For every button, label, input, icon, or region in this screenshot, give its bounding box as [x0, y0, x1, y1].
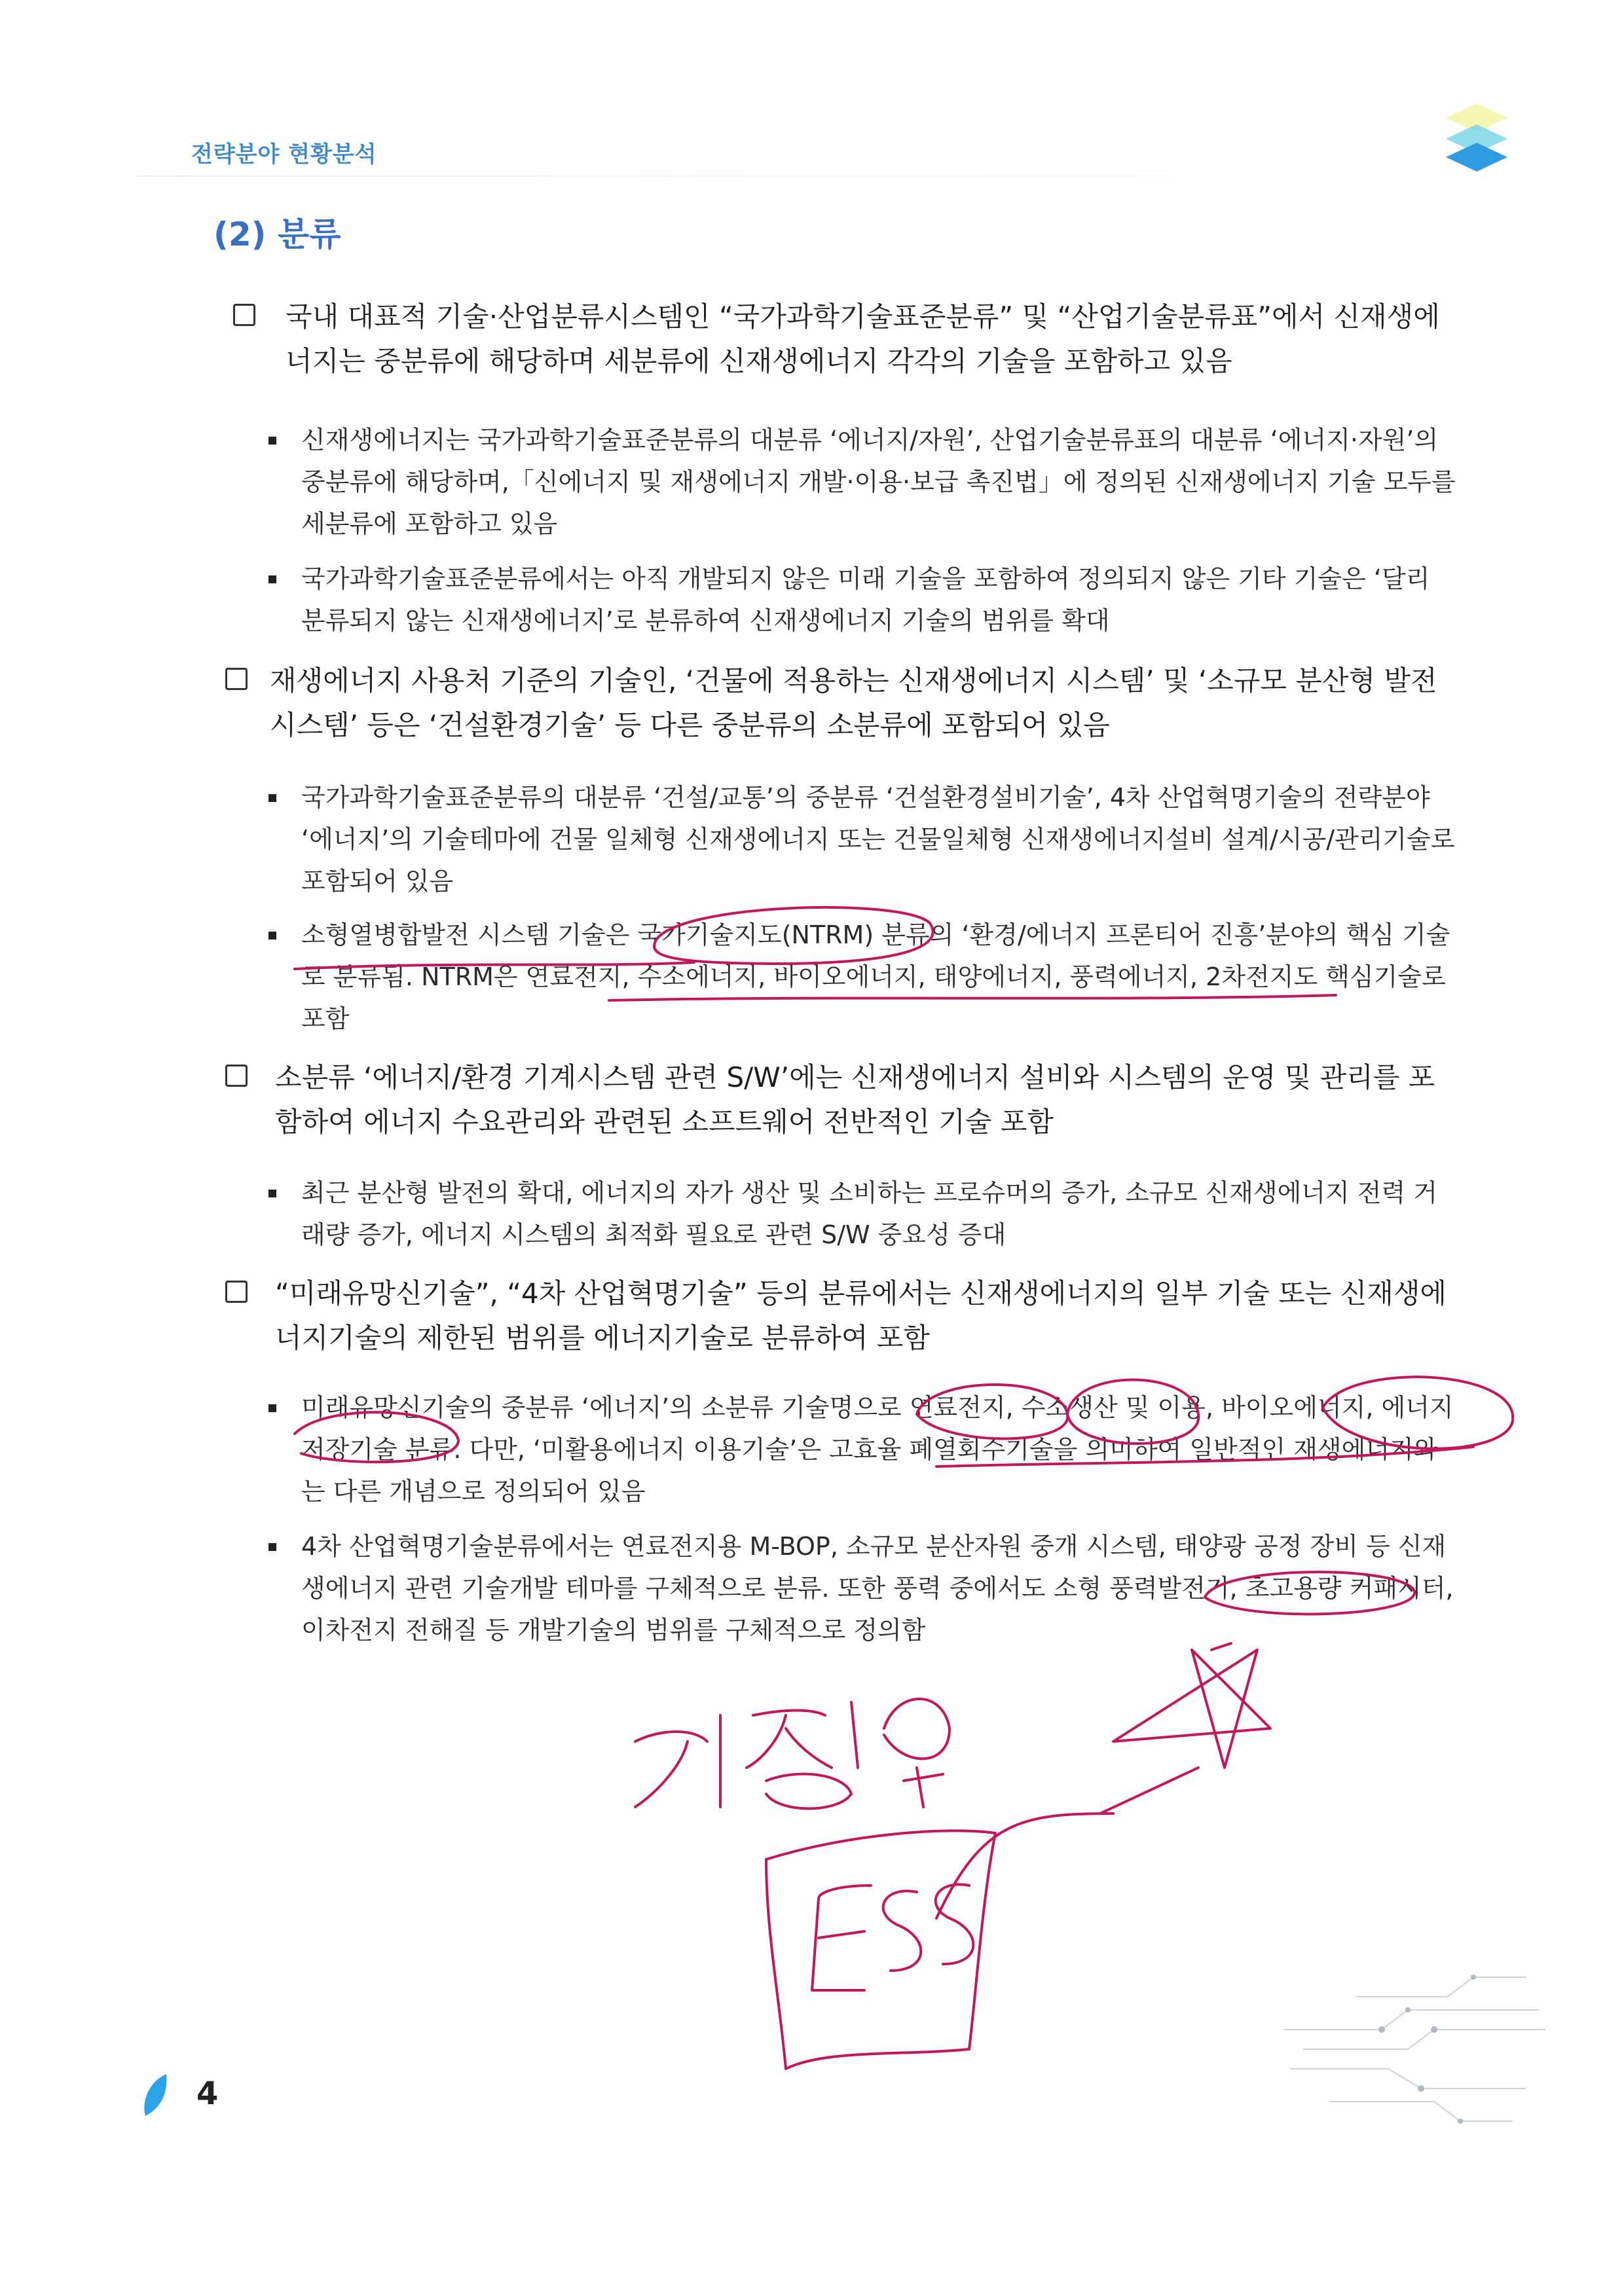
bullet-item — [301, 1387, 1460, 1512]
running-header: 전략분야 현황분석 — [191, 141, 377, 168]
square-bullet-icon — [268, 1190, 276, 1197]
page-marker-icon — [139, 2070, 170, 2121]
checkbox-item — [286, 295, 1451, 384]
bullet-item — [301, 558, 1460, 642]
checkbox-square-icon — [225, 1281, 248, 1303]
item-text: 재생에너지 사용처 기준의 기술인, ‘건물에 적용하는 신재생에너지 시스템’ 및 ‘소규모 분산형 발전시스템’ 등은 ‘건설환경기술’ 등 다른 중분류의 소분류에 포함되어 있음 — [270, 665, 1437, 741]
square-bullet-icon — [268, 932, 276, 939]
square-bullet-icon — [268, 437, 276, 445]
handwritten-word-label — [655, 1702, 657, 1703]
bullet-item — [301, 419, 1460, 545]
bullet-text: 국가과학기술표준분류의 대분류 ‘건설/교통’의 중분류 ‘건설환경설비기술’, 4차 산업혁명기술의 전략분야 ‘에너지’의 기술테마에 건물 일체형 신재생에너지 또는 건물일체형 신재생에너지설비 설계/시공/관리기술로 포함되어 있음 — [301, 783, 1455, 896]
checkbox-item — [275, 1271, 1454, 1360]
page-number: 4 — [196, 2075, 219, 2112]
bullet-item — [301, 776, 1460, 902]
bullet-item — [301, 1525, 1460, 1651]
section-title: (2) 분류 — [213, 215, 341, 253]
header-divider — [138, 175, 1434, 177]
square-bullet-icon — [268, 794, 276, 802]
circuit-decoration-icon — [1277, 1931, 1552, 2147]
bullet-text: 미래유망신기술의 중분류 ‘에너지’의 소분류 기술명으로 연료전지, 수소생산 및 이용, 바이오에너지, 에너지저장기술 분류. 다만, ‘미활용에너지 이용기술’은 고효율 폐열회수기술을 의미하여 일반적인 재생에너지와는 다른 개념으로 정의되어 있음 — [301, 1393, 1454, 1506]
bullet-text: 소형열병합발전 시스템 기술은 국가기술지도(NTRM) 분류의 ‘환경/에너지 프론티어 진흥’분야의 핵심 기술로 분류됨. NTRM은 연료전지, 수소에너지, 바이오에너지, 태양에너지, 풍력에너지, 2차전지도 핵심기술로 포함 — [301, 920, 1450, 1033]
item-text: “미래유망신기술”, “4차 산업혁명기술” 등의 분류에서는 신재생에너지의 일부 기술 또는 신재생에너지기술의 제한된 범위를 에너지기술로 분류하여 포함 — [275, 1277, 1447, 1354]
bullet-text: 최근 분산형 발전의 확대, 에너지의 자가 생산 및 소비하는 프로슈머의 증가, 소규모 신재생에너지 전력 거래량 증가, 에너지 시스템의 최적화 필요로 관련 S/W 중요성 증대 — [301, 1178, 1438, 1249]
connector-line — [936, 1813, 1113, 1918]
checkbox-square-icon — [225, 1065, 248, 1087]
connector-line — [1100, 1768, 1198, 1813]
square-bullet-icon — [268, 1404, 276, 1412]
ess-box-mark — [766, 1831, 995, 2069]
checkbox-square-icon — [225, 668, 248, 690]
checkbox-item — [270, 659, 1455, 748]
star-mark — [1113, 1650, 1270, 1768]
square-bullet-icon — [268, 1543, 276, 1551]
bullet-item — [301, 914, 1460, 1040]
bullet-text: 4차 산업혁명기술분류에서는 연료전지용 M-BOP, 소규모 분산자원 중개 시스템, 태양광 공정 장비 등 신재생에너지 관련 기술개발 테마를 구체적으로 분류. 또한 풍력 중에서도 소형 풍력발전기, 초고용량 커패시터, 이차전지 전해질 등 개발기술의 범위를 구체적으로 정의함 — [301, 1532, 1454, 1645]
layers-logo-icon — [1434, 98, 1519, 183]
checkbox-square-icon — [233, 304, 255, 326]
bullet-item — [301, 1172, 1460, 1256]
square-bullet-icon — [268, 575, 276, 583]
bullet-text: 신재생에너지는 국가과학기술표준분류의 대분류 ‘에너지/자원’, 산업기술분류표의 대분류 ‘에너지·자원’의 중분류에 해당하며,「신에너지 및 재생에너지 개발·이용·보급 촉진법」에 정의된 신재생에너지 기술 모두를 세분류에 포함하고 있음 — [301, 426, 1456, 538]
checkbox-item — [275, 1055, 1454, 1144]
item-text: 소분류 ‘에너지/환경 기계시스템 관련 S/W’에는 신재생에너지 설비와 시스템의 운영 및 관리를 포함하여 에너지 수요관리와 관련된 소프트웨어 전반적인 기술 포함 — [275, 1061, 1435, 1138]
item-text: 국내 대표적 기술·산업분류시스템인 “국가과학기술표준분류” 및 “산업기술분류표”에서 신재생에너지는 중분류에 해당하며 세분류에 신재생에너지 각각의 기술을 포함하고 있음 — [286, 301, 1440, 377]
handwritten-word — [635, 1715, 720, 1807]
bullet-text: 국가과학기술표준분류에서는 아직 개발되지 않은 미래 기술을 포함하여 정의되지 않은 기타 기술은 ‘달리 분류되지 않는 신재생에너지’로 분류하여 신재생에너지 기술의 범위를 확대 — [301, 564, 1430, 635]
